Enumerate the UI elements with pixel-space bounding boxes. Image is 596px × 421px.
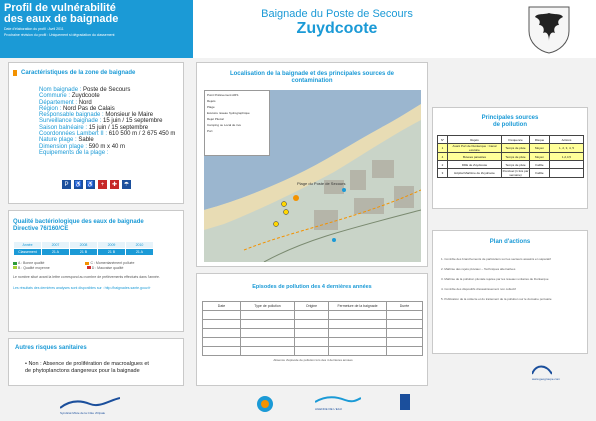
lifeguard-icon: ✚ — [111, 182, 118, 188]
quality-head-row: Année 2007 2008 2009 2010 — [14, 242, 154, 249]
sources-table — [437, 135, 584, 178]
pollution-empty-row — [203, 347, 423, 356]
header-meta-line2: Prochaine révision du profil : Uniquement si dégradation du classement — [4, 33, 115, 38]
char-row-6: Saison balnéaire : 15 juin / 15 septembre — [39, 124, 149, 131]
char-row-10: Equipements de la plage : — [39, 149, 109, 156]
first-aid-icon: + — [98, 180, 107, 189]
title-band — [193, 0, 596, 58]
char-row-7: Coordonnées Lambert II : 610 500 m / 2 675 450 m — [39, 131, 176, 138]
sources-row: 1 Avant Port de Dunkerque : Canal exutoire Temps de pluie Moyen 1, 2, 3, 4, 5 — [438, 144, 584, 153]
char-row-5: Surveillance baignade : 15 juin / 15 septembre — [39, 118, 163, 125]
char-row-0: Nom baignade : Poste de Secours — [39, 87, 131, 93]
action-plan-panel — [432, 230, 588, 354]
town-crest-logo — [523, 3, 575, 55]
map-panel — [196, 62, 428, 267]
header-meta-line1: Date d'élaboration du profil : Avril 2011 — [4, 27, 64, 31]
quality-class-row: Classement 21 A 21 B 21 B 21 A — [14, 249, 154, 256]
action-item: 4. Contrôle des dispositifs d'assainissement non collectif — [441, 287, 516, 291]
action-plan-title: Plan d'actions — [489, 239, 531, 245]
sources-head-row: N° Rejets Fréquence Risque Actions — [438, 136, 584, 144]
syndicat-logo: Syndicat Mixte de la Côte d'Opale — [60, 394, 120, 415]
sources-row: 2 DDE de Zuydcoote Temps de pluie Faible — [438, 161, 584, 169]
char-row-8: Nature plage : Sable — [39, 137, 94, 144]
geogroupe-logo: www.geogroupe.com — [532, 362, 560, 381]
quality-legend: A : Bonne qualité C : Momentanément polluée B : Qualité moyenne D : Mauvaise qualité — [13, 261, 134, 270]
sante-logo — [255, 394, 275, 415]
char-row-2: Département : Nord — [39, 99, 92, 106]
sources-row: 4 Buvées parasites Temps de pluie Moyen 1,2,4,5 — [438, 153, 584, 161]
action-plan-list — [441, 257, 552, 301]
pollution-table — [202, 301, 423, 356]
characteristics-card — [8, 62, 184, 204]
action-item: 2. Maîtrise des rejets pluviaux – Techniques alternatives — [441, 267, 516, 271]
pollution-note: Absence d'épisode de pollution lors des 4 dernières années — [273, 358, 353, 362]
pollution-empty-row — [203, 329, 423, 338]
characteristics-title: Caractéristiques de la zone de baignade — [21, 70, 136, 76]
shower-icon: ☂ — [123, 182, 130, 188]
agence-eau-logo: AGENCE DE L'EAU — [315, 394, 361, 411]
quality-link[interactable]: Les résultats des dernières analyses sont disponibles sur : http://baignades.sante.gouv.fr — [13, 286, 151, 290]
pollution-empty-row — [203, 311, 423, 320]
header-title-line1: Profil de vulnérabilité — [4, 2, 116, 14]
quality-card — [8, 210, 184, 332]
pollution-empty-row — [203, 320, 423, 329]
map-title: Localisation de la baignade et des principales sources de contamination — [229, 71, 395, 84]
char-row-3: Région : Nord Pas de Calais — [39, 105, 115, 112]
char-row-1: Commune : Zuydcoote — [39, 93, 100, 100]
page-subtitle: Baignade du Poste de Secours — [261, 8, 413, 20]
sources-panel — [432, 107, 588, 209]
characteristics-list — [39, 87, 175, 156]
header-title-line2: des eaux de baignade — [4, 13, 119, 25]
pollution-title: Episodes de pollution des 4 dernières années — [252, 284, 372, 290]
accessibility-icon: ♿ — [86, 182, 95, 188]
quality-table — [13, 241, 154, 256]
sources-title: Principales sources de pollution — [481, 115, 539, 128]
header-box — [0, 0, 193, 58]
parking-icon: P — [62, 180, 71, 189]
pollution-panel — [196, 273, 428, 386]
quality-title: Qualité bactériologique des eaux de baignade Directive 76/160/CE — [13, 219, 144, 232]
pollution-head-row: Date Type de pollution Origine Fermeture de la baignade Durée — [203, 302, 423, 311]
europe-logo — [400, 394, 410, 411]
toilet-icon: ♿ — [74, 182, 83, 188]
risks-card — [8, 338, 184, 386]
quality-note: Le nombre situé avant la lettre correspond au nombre de prélèvements effectués dans l'année. — [13, 275, 160, 279]
risks-body: • Non : Absence de prolifération de macroalgues et de phytoplanctons dangereux pour la baignade — [25, 361, 149, 374]
map-label: Plage du Poste de Secours — [297, 181, 346, 186]
char-row-9: Dimension plage : 590 m x 40 m — [39, 143, 126, 150]
action-item: 3. Maîtrise de la pollution pluviale rejetée par les réseaux unitaires de Dunkerque — [441, 277, 549, 281]
action-item: 5. Publication de la collecte et du traitement de la pollution sur le domaine portuaire — [441, 297, 552, 301]
pollution-empty-row — [203, 338, 423, 347]
orange-marker — [13, 70, 17, 76]
risks-title: Autres risques sanitaires — [15, 345, 87, 351]
sources-row: 3 Hôpital Maritime de Zuydcoote Ponctuel (1 fois par semaine) Faible — [438, 169, 584, 178]
action-item: 1. Contrôle des branchements de particuliers sur les secteurs assainis en séparatif — [441, 257, 551, 261]
map-legend: Point Prélèvement ARS Rejets Plage Exutoire réseau hydrographique Rejet Pluvial Camping ou Local de rive Port — [204, 90, 270, 156]
location-map[interactable] — [204, 90, 421, 262]
page-title: Zuydcoote — [296, 20, 378, 37]
char-row-4: Responsable baignade : Monsieur le Maire — [39, 112, 154, 119]
